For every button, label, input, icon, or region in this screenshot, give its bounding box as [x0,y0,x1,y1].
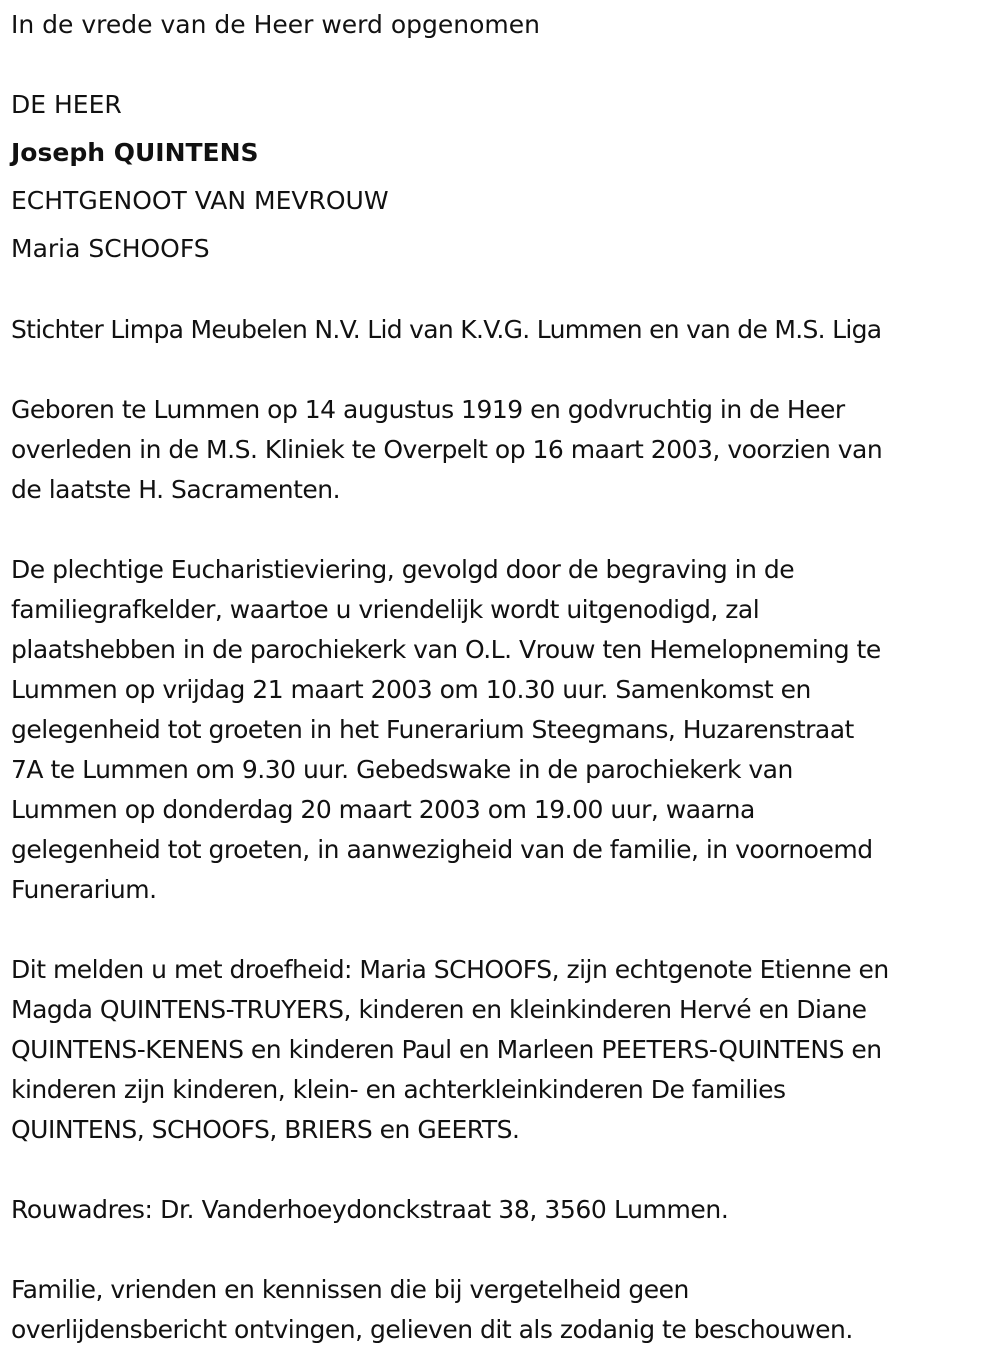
paragraph-line: overleden in de M.S. Kliniek te Overpelt op 16 maart 2003, voorzien van [11,435,883,464]
paragraph-line: Magda QUINTENS-TRUYERS, kinderen en kleinkinderen Hervé en Diane [11,995,867,1024]
paragraph-line: overlijdensbericht ontvingen, gelieven dit als zodanig te beschouwen. [11,1315,853,1344]
birth-death-paragraph [11,390,882,510]
mourning-address: Rouwadres: Dr. Vanderhoeydonckstraat 38, 3560 Lummen. [11,1195,729,1224]
honorific: DE HEER [11,90,122,119]
paragraph-line: Lummen op donderdag 20 maart 2003 om 19.00 uur, waarna [11,795,755,824]
paragraph-line: familiegrafkelder, waartoe u vriendelijk wordt uitgenodigd, zal [11,595,760,624]
paragraph-line: de laatste H. Sacramenten. [11,475,341,504]
paragraph-line: gelegenheid tot groeten, in aanwezigheid van de familie, in voornoemd [11,835,873,864]
affiliation-line: Stichter Limpa Meubelen N.V. Lid van K.V.G. Lummen en van de M.S. Liga [11,315,882,344]
ceremony-paragraph [11,550,881,910]
paragraph-line: Familie, vrienden en kennissen die bij vergetelheid geen [11,1275,689,1304]
paragraph-line: 7A te Lummen om 9.30 uur. Gebedswake in de parochiekerk van [11,755,793,784]
paragraph-line: Lummen op vrijdag 21 maart 2003 om 10.30 uur. Samenkomst en [11,675,811,704]
deceased-name: Joseph QUINTENS [11,138,259,167]
closing-paragraph [11,1270,853,1350]
paragraph-line: QUINTENS-KENENS en kinderen Paul en Marleen PEETERS-QUINTENS en [11,1035,882,1064]
spouse-label: ECHTGENOOT VAN MEVROUW [11,186,389,215]
paragraph-line: QUINTENS, SCHOOFS, BRIERS en GEERTS. [11,1115,520,1144]
spouse-name: Maria SCHOOFS [11,234,210,263]
paragraph-line: kinderen zijn kinderen, klein- en achterkleinkinderen De families [11,1075,786,1104]
announcement-paragraph [11,950,889,1150]
paragraph-line: gelegenheid tot groeten in het Funerarium Steegmans, Huzarenstraat [11,715,854,744]
paragraph-line: Funerarium. [11,875,157,904]
paragraph-line: Geboren te Lummen op 14 augustus 1919 en godvruchtig in de Heer [11,395,845,424]
paragraph-line: plaatshebben in de parochiekerk van O.L. Vrouw ten Hemelopneming te [11,635,881,664]
paragraph-line: Dit melden u met droefheid: Maria SCHOOFS, zijn echtgenote Etienne en [11,955,889,984]
paragraph-line: De plechtige Eucharistieviering, gevolgd door de begraving in de [11,555,795,584]
intro-line: In de vrede van de Heer werd opgenomen [11,10,540,39]
